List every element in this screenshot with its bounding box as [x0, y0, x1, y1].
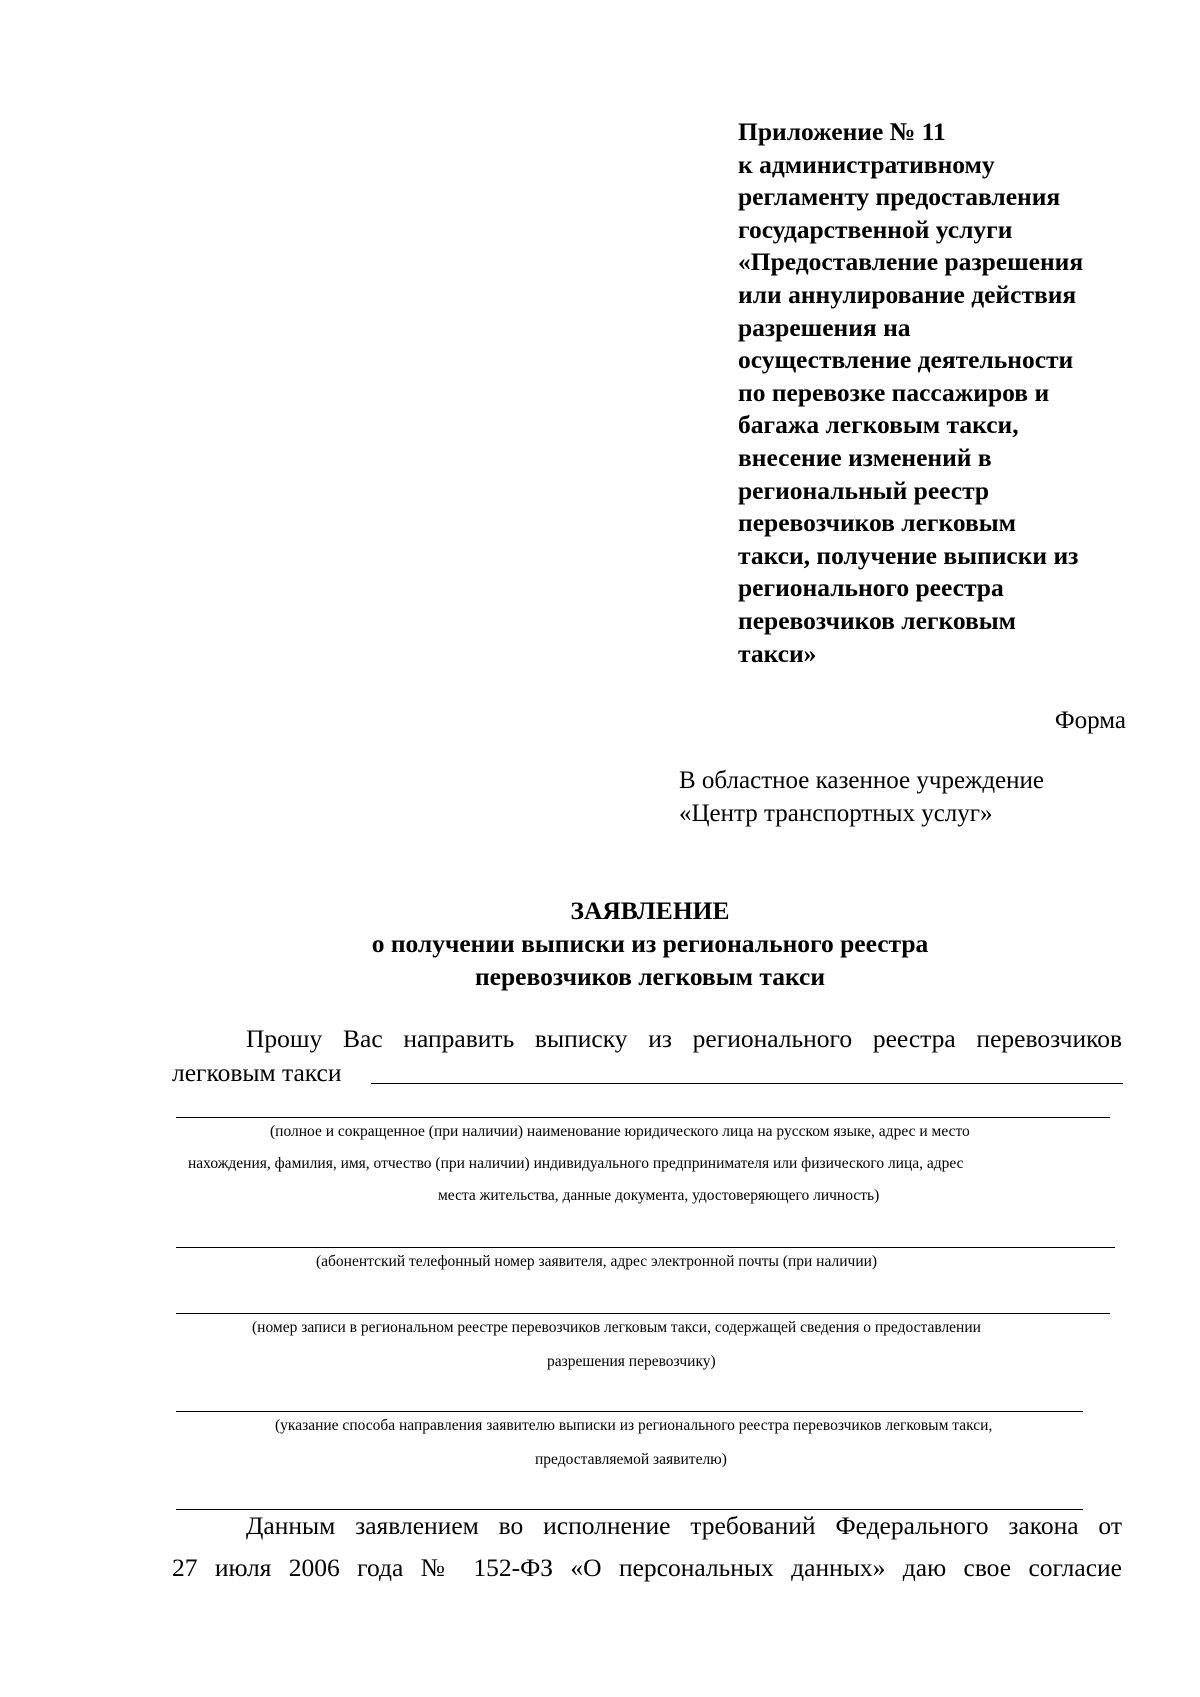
appendix-line: к административному [738, 149, 995, 179]
document-title [160, 894, 1140, 993]
applicant-caption: (полное и сокращенное (при наличии) наименование юридического лица на русском языке, адрес и место [270, 1123, 970, 1140]
title-subtitle: о получении выписки из регионального реестра [371, 929, 929, 958]
applicant-fill-line[interactable] [176, 1117, 1110, 1118]
form-label: Форма [1054, 707, 1126, 734]
addressee-block [679, 764, 1044, 830]
appendix-line: такси» [738, 638, 817, 668]
contact-caption: (абонентский телефонный номер заявителя, адрес электронной почты (при наличии) [316, 1253, 878, 1270]
contact-fill-line[interactable] [176, 1247, 1115, 1248]
appendix-line: регламенту предоставления [738, 182, 1061, 212]
appendix-line: по перевозке пассажиров и [738, 377, 1050, 407]
consent-text: Данным заявлением во исполнение требований Федерального закона от [246, 1511, 1122, 1540]
addressee-line: «Центр транспортных услуг» [679, 800, 993, 827]
method-fill-line[interactable] [176, 1509, 1083, 1510]
record-fill-line[interactable] [176, 1313, 1110, 1314]
request-text: Прошу Вас направить выписку из регионального реестра перевозчиков [246, 1024, 1122, 1053]
appendix-line: разрешения на [738, 312, 911, 342]
record-caption: (номер записи в региональном реестре перевозчиков легковым такси, содержащей сведения о предоставлении [252, 1319, 981, 1336]
appendix-line: осуществление деятельности [738, 345, 1074, 375]
method-caption: (указание способа направления заявителю выписки из регионального реестра перевозчиков легковым такси, [275, 1417, 993, 1434]
appendix-line: внесение изменений в [738, 442, 992, 472]
title-subtitle: перевозчиков легковым такси [474, 962, 826, 991]
applicant-caption: нахождения, фамилия, имя, отчество (при наличии) индивидуального предпринимателя или физического лица, адрес [188, 1155, 964, 1172]
appendix-line: регионального реестра [738, 573, 1004, 603]
appendix-line: или аннулирование действия [738, 279, 1077, 309]
appendix-line: такси, получение выписки из [738, 540, 1079, 570]
appendix-line: «Предоставление разрешения [738, 247, 1084, 277]
applicant-caption: места жительства, данные документа, удостоверяющего личность) [438, 1187, 880, 1204]
appendix-line: багажа легковым такси, [738, 410, 1019, 440]
record-caption: разрешения перевозчику) [547, 1353, 716, 1370]
consent-text: 27 июля 2006 года № 152-ФЗ «О персональных данных» даю свое согласие [172, 1553, 1122, 1582]
appendix-line: перевозчиков легковым [738, 508, 1017, 538]
appendix-line: Приложение № 11 [738, 117, 946, 146]
appendix-header [738, 116, 1178, 670]
method-fill-line[interactable] [176, 1411, 1083, 1412]
title-main: ЗАЯВЛЕНИЕ [570, 896, 730, 925]
appendix-line: перевозчиков легковым [738, 605, 1017, 635]
request-text: легковым такси [172, 1058, 342, 1087]
appendix-line: государственной услуги [738, 214, 1013, 244]
addressee-line: В областное казенное учреждение [679, 767, 1045, 794]
method-caption: предоставляемой заявителю) [535, 1451, 727, 1468]
applicant-fill-line[interactable] [371, 1083, 1123, 1084]
appendix-line: региональный реестр [738, 475, 990, 505]
